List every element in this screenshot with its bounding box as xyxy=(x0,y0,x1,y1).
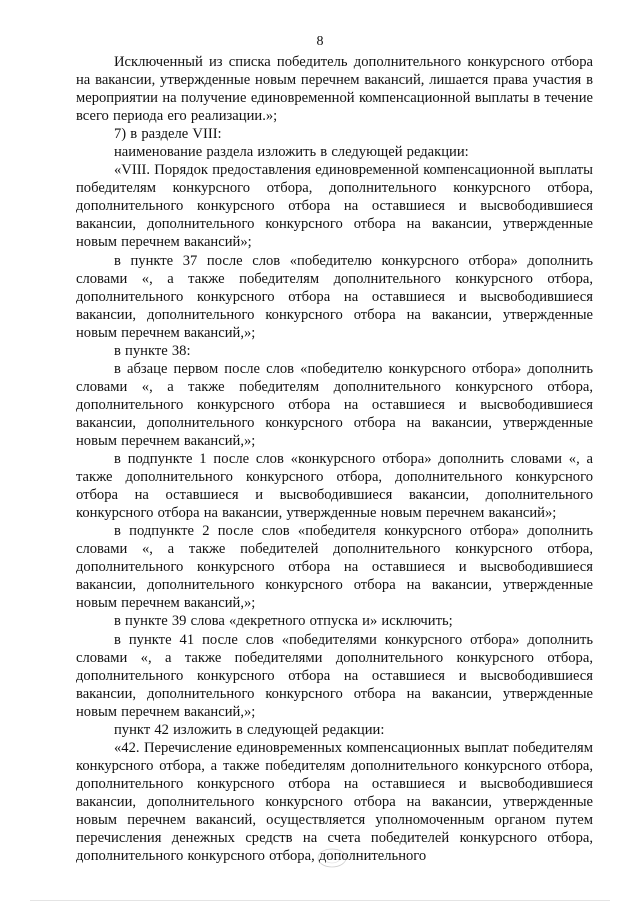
paragraph-point-38-first-abzac: в абзаце первом после слов «победителю конкурсного отбора» дополнить словами «, а также победителям дополнительного конкурсного отбора, дополнительного конкурсного отбора на оставшиеся и высвободившиеся вакансии, дополнительного конкурсного отбора на вакансии, утвержденные новым перечнем вакансий,»; xyxy=(76,360,593,449)
paragraph-point-42-text: «42. Перечисление единовременных компенсационных выплат победителям конкурсного отбора, а также победителям дополнительного конкурсного отбора, дополнительного конкурсного отбора на оставшиеся и высвободившиеся вакансии, дополнительного конкурсного отбора на вакансии, утвержденные новым перечнем вакансий, осуществляется уполномоченным органом путем перечисления денежных средств на счета победителей конкурсного отбора, дополнительного конкурсного отбора, дополнительного xyxy=(76,739,593,865)
paragraph-section-title-instruction: наименование раздела изложить в следующей редакции: xyxy=(114,144,469,161)
paragraph-point-37: в пункте 37 после слов «победителю конкурсного отбора» дополнить словами «, а также победителям дополнительного конкурсного отбора, дополнительного конкурсного отбора на оставшиеся и высвободившиеся вакансии, дополнительного конкурсного отбора на вакансии, утвержденные новым перечнем вакансий,»; xyxy=(76,252,593,341)
paragraph-item-7: 7) в разделе VIII: xyxy=(114,126,222,143)
paragraph-point-39: в пункте 39 слова «декретного отпуска и» исключить; xyxy=(114,613,453,630)
faint-scan-artifact xyxy=(268,878,368,896)
paragraph-point-38: в пункте 38: xyxy=(114,342,191,359)
page-bottom-edge xyxy=(30,900,610,901)
faint-stamp-mark xyxy=(312,846,352,872)
paragraph-point-38-subpoint-1: в подпункте 1 после слов «конкурсного отбора» дополнить словами «, а также дополнительного конкурсного отбора, дополнительного конкурсного отбора на оставшиеся и высвободившиеся вакансии, дополнительного конкурсного отбора на вакансии, утвержденные новым перечнем вакансий»; xyxy=(76,451,593,522)
paragraph-section-viii-title: «VIII. Порядок предоставления единовременной компенсационной выплаты победителям конкурсного отбора, дополнительного конкурсного отбора, дополнительного конкурсного отбора на оставшиеся и высвободившиеся вакансии, дополнительного конкурсного отбора на вакансии, утвержденные новым перечнем вакансий»; xyxy=(76,162,593,251)
paragraph-point-42-instruction: пункт 42 изложить в следующей редакции: xyxy=(114,721,385,738)
paragraph-point-41: в пункте 41 после слов «победителями конкурсного отбора» дополнить словами «, а также победителями дополнительного конкурсного отбора, дополнительного конкурсного отбора на оставшиеся и высвободившиеся вакансии, дополнительного конкурсного отбора на вакансии, утвержденные новым перечнем вакансий,»; xyxy=(76,631,593,720)
page-number: 8 xyxy=(316,34,324,49)
paragraph-point-38-subpoint-2: в подпункте 2 после слов «победителя конкурсного отбора» дополнить словами «, а также победителей дополнительного конкурсного отбора, дополнительного конкурсного отбора на оставшиеся и высвободившиеся вакансии, дополнительного конкурсного отбора на вакансии, утвержденные новым перечнем вакансий,»; xyxy=(76,523,593,612)
document-body xyxy=(76,53,593,865)
paragraph-exclusion-note: Исключенный из списка победитель дополнительного конкурсного отбора на вакансии, утвержденные новым перечнем вакансий, лишается права участия в мероприятии на получение единовременной компенсационной выплаты в течение всего периода его реализации.»; xyxy=(76,54,593,125)
